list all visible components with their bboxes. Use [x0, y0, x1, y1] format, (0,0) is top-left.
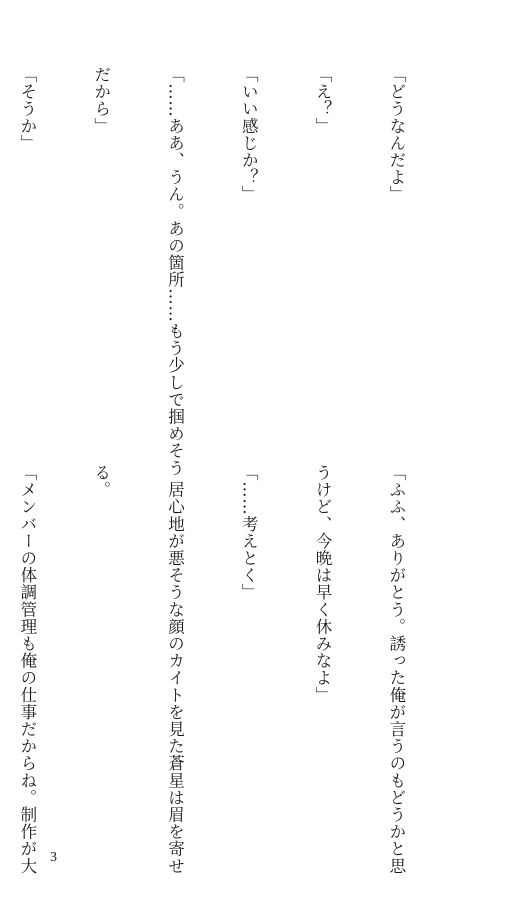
text-line: 「どうなんだよ」 — [386, 66, 406, 203]
text-line: 「ふふ、ありがとう。誘った俺が言うのもどうかと思 — [386, 464, 406, 875]
text-line: 「いい感じか？」 — [239, 66, 259, 203]
page-number: 3 — [50, 850, 57, 865]
text-line: 「そうか」 — [17, 66, 37, 152]
bottom-text-block — [0, 464, 457, 875]
text-line: 居心地が悪そうな顔のカイトを見た蒼星は眉を寄せ — [165, 464, 185, 875]
text-line: 「……ああ、うん。あの箇所……もう少しで掴めそう — [165, 66, 185, 477]
text-line: る。 — [91, 464, 111, 499]
text-line: うけど、今晩は早く休みなよ」 — [313, 464, 333, 704]
text-line: だから」 — [91, 66, 111, 135]
text-line: 「え？」 — [313, 66, 333, 135]
text-line: 「メンバーの体調管理も俺の仕事だからね。制作が大 — [17, 464, 37, 875]
text-line: 「……考えとく」 — [239, 464, 259, 601]
top-text-block — [0, 66, 457, 477]
